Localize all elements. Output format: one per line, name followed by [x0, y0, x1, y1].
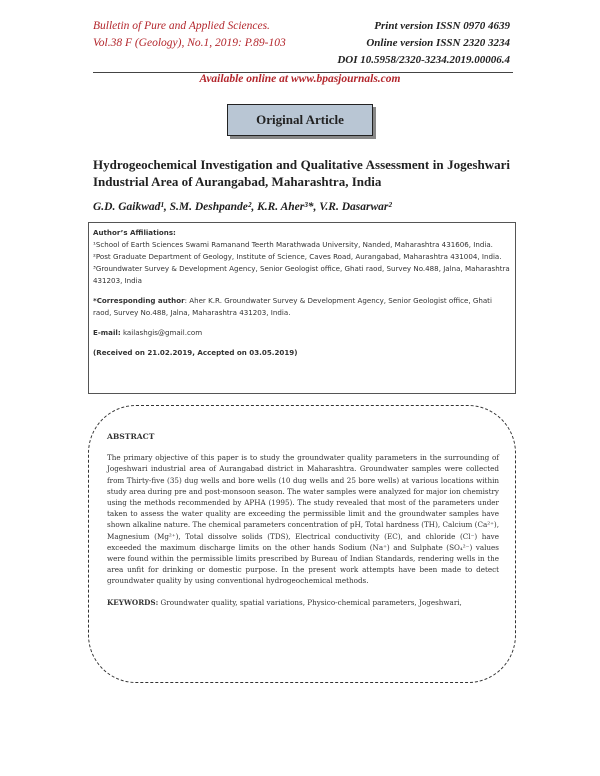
email-line — [93, 327, 511, 339]
affiliations — [93, 227, 511, 359]
keywords — [107, 597, 499, 608]
online-issn: Online version ISSN 2320 3234 — [366, 37, 510, 49]
doi: DOI 10.5958/2320-3234.2019.00006.4 — [337, 54, 510, 66]
abstract — [107, 431, 499, 608]
affiliation-1: ¹School of Earth Sciences Swami Ramanand Teerth Marathwada University, Nanded, Maharashtra 431606, India. — [93, 240, 493, 249]
journal-volume: Vol.38 F (Geology), No.1, 2019: P.89-103 — [93, 37, 286, 49]
available-online-link[interactable]: Available online at www.bpasjournals.com — [199, 73, 401, 85]
abstract-heading: ABSTRACT — [107, 432, 155, 441]
affiliation-3: ³Groundwater Survey & Development Agency, Senior Geologist office, Ghati raod, Survey No.488, Jalna, Maharashtra 431203, India — [93, 264, 510, 285]
corresponding-label: *Corresponding author — [93, 296, 185, 305]
received-dates: (Received on 21.02.2019, Accepted on 03.05.2019) — [93, 348, 298, 357]
affiliations-heading: Author’s Affiliations: — [93, 228, 176, 237]
affiliation-2: ²Post Graduate Department of Geology, Institute of Science, Caves Road, Aurangabad, Maharashtra 431004, India. — [93, 252, 502, 261]
article-title: Hydrogeochemical Investigation and Qualitative Assessment in Jogeshwari Industrial Area of Aurangabad, Maharashtra, India — [93, 157, 510, 189]
keywords-text: Groundwater quality, spatial variations, Physico-chemical parameters, Jogeshwari, — [160, 597, 462, 607]
article-type-badge: Original Article — [227, 104, 373, 136]
abstract-body: The primary objective of this paper is to study the groundwater quality parameters in the surrounding of Jogeshwari industrial area of Aurangabad district in Maharashtra. Groundwater samples were collected from Thirty-five (35) dug wells and bore wells (10 dug wells and 25 bore wells) at various locations within study area during pre and post-monsoon season. The water samples were analyzed for major ion chemistry using the methods recommended by APHA (1995). The study revealed that most of the parameters under taken to assess the water quality are exceeding the permissible limit and the groundwater samples have shown alkaline nature. The chemical parameters concentration of pH, Total hardness (TH), Calcium (Ca²⁺), Magnesium (Mg²⁺), Total dissolve solids (TDS), Electrical conductivity (EC), and chloride (Cl⁻) have exceeded the maximum discharge limits on the other hands Sodium (Na⁺) and Sulphate (SO₄²⁻) values were found within the permissible limits prescribed by Bureau of Indian Standards, rendering wells in the area unfit for drinking or domestic purpose. In the present work attempts have been made to detect groundwater quality by using conventional hydrogeochemical methods. — [107, 453, 499, 586]
print-issn: Print version ISSN 0970 4639 — [374, 20, 510, 32]
corresponding-text: : Aher K.R. Groundwater Survey & Development Agency, Senior Geologist office, Ghati raod, Survey No.488, Jalna, Maharashtra 431203, India. — [93, 296, 492, 317]
issn-block — [337, 18, 510, 69]
journal-citation — [93, 18, 286, 52]
corresponding-author — [93, 295, 511, 319]
email-address[interactable]: kailashgis@gmail.com — [122, 328, 203, 337]
journal-name: Bulletin of Pure and Applied Sciences. — [93, 20, 270, 32]
email-label: E-mail: — [93, 328, 121, 337]
keywords-label: KEYWORDS: — [107, 597, 159, 607]
author-list: G.D. Gaikwad¹, S.M. Deshpande², K.R. Aher³*, V.R. Dasarwar² — [93, 201, 392, 213]
